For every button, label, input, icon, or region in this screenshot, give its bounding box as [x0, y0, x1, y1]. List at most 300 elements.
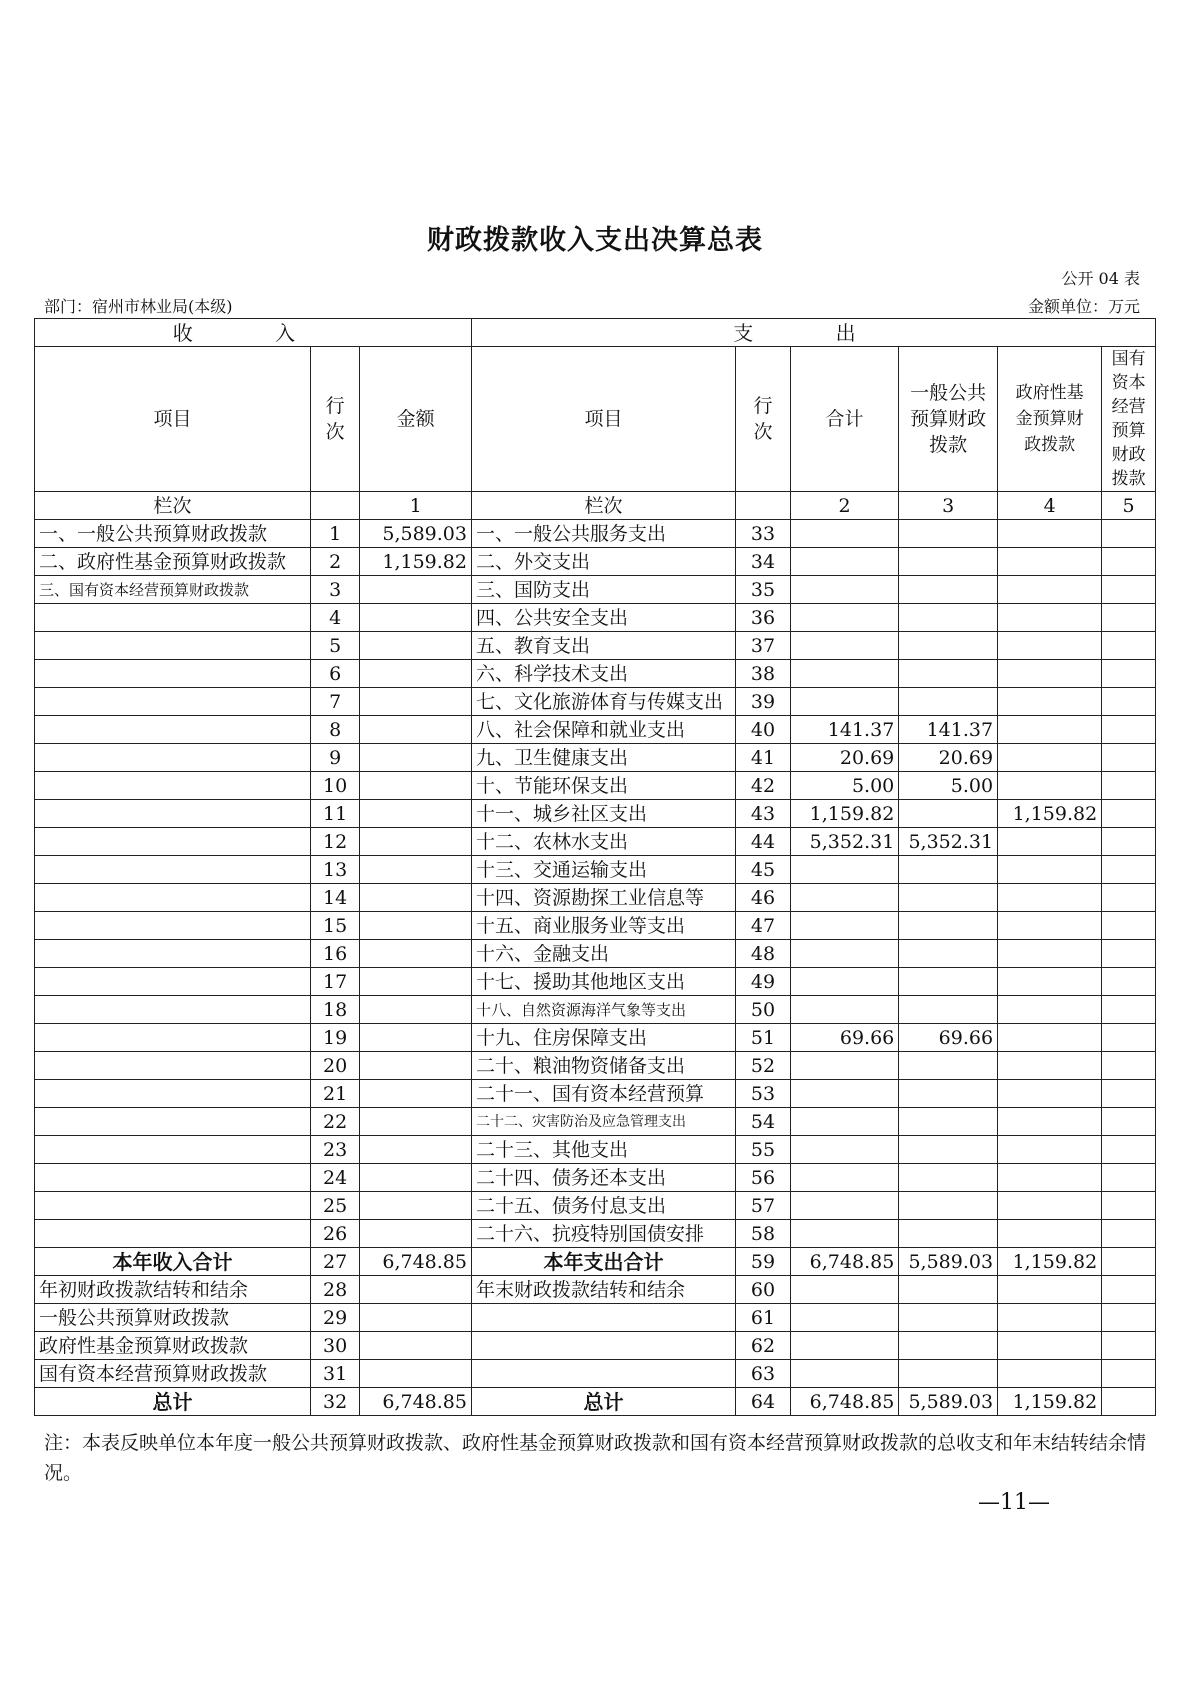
- expense-item-cell: 二十、粮油物资储备支出: [471, 1052, 735, 1080]
- gov-fund-cell: [998, 1024, 1102, 1052]
- empty-cell: [998, 1276, 1102, 1304]
- general-budget-cell: [899, 688, 998, 716]
- income-row-no-cell: 23: [310, 1136, 359, 1164]
- table-row: [35, 1052, 1156, 1080]
- expense-row-no-cell: 61: [736, 1304, 791, 1332]
- state-capital-cell: [1102, 1220, 1156, 1248]
- gov-fund-cell: [998, 912, 1102, 940]
- expense-total-header: 合计: [790, 347, 898, 492]
- empty-cell: [899, 1304, 998, 1332]
- column-number-4: 4: [998, 492, 1102, 520]
- income-amount-cell: [360, 1024, 472, 1052]
- expense-item-cell: 二、外交支出: [471, 548, 735, 576]
- expense-year-total-label: 本年支出合计: [471, 1248, 735, 1276]
- expense-total-cell: [790, 884, 898, 912]
- expense-row-no-cell: 54: [736, 1108, 791, 1136]
- expense-total-cell: [790, 1052, 898, 1080]
- income-amount-cell: [360, 1080, 472, 1108]
- income-row-no-cell: 12: [310, 828, 359, 856]
- income-item-cell: [35, 1052, 311, 1080]
- expense-total-cell: [790, 548, 898, 576]
- income-item-header: 项目: [35, 347, 311, 492]
- table-row: [35, 1220, 1156, 1248]
- general-budget-cell: 5,589.03: [899, 1388, 998, 1416]
- state-capital-cell: [1102, 604, 1156, 632]
- general-budget-cell: [899, 940, 998, 968]
- empty-cell: [998, 1304, 1102, 1332]
- income-item-cell: [35, 1192, 311, 1220]
- income-row-no-cell: 22: [310, 1108, 359, 1136]
- department-label: 部门：宿州市林业局(本级): [44, 297, 233, 316]
- expense-total-cell: 20.69: [790, 744, 898, 772]
- expense-item-cell: 一、一般公共服务支出: [471, 520, 735, 548]
- general-budget-cell: [899, 1136, 998, 1164]
- gov-fund-cell: [998, 1136, 1102, 1164]
- expense-item-cell: 十七、援助其他地区支出: [471, 968, 735, 996]
- state-capital-cell: [1102, 1136, 1156, 1164]
- expense-row-no-cell: 63: [736, 1360, 791, 1388]
- state-capital-cell: [1102, 968, 1156, 996]
- income-row-no-cell: 13: [310, 856, 359, 884]
- state-capital-cell: [1102, 772, 1156, 800]
- general-budget-cell: [899, 548, 998, 576]
- state-capital-cell: [1102, 912, 1156, 940]
- expense-item-cell: 八、社会保障和就业支出: [471, 716, 735, 744]
- gov-fund-cell: [998, 520, 1102, 548]
- income-amount-cell: [360, 884, 472, 912]
- carry-over-row: [35, 1360, 1156, 1388]
- expense-item-cell: 十四、资源勘探工业信息等: [471, 884, 735, 912]
- expense-row-no-cell: 36: [736, 604, 791, 632]
- income-item-cell: [35, 996, 311, 1024]
- expense-total-cell: [790, 520, 898, 548]
- table-row: [35, 856, 1156, 884]
- income-amount-cell: [360, 772, 472, 800]
- income-row-no-cell: 32: [310, 1388, 359, 1416]
- income-item-cell: [35, 884, 311, 912]
- expense-item-cell: 五、教育支出: [471, 632, 735, 660]
- state-capital-cell: [1102, 828, 1156, 856]
- form-number: 公开 04 表: [1061, 269, 1140, 288]
- page-title: 财政拨款收入支出决算总表: [427, 225, 763, 256]
- income-amount-cell: [360, 576, 472, 604]
- state-capital-cell: [1102, 548, 1156, 576]
- income-row-no-cell: 5: [310, 632, 359, 660]
- gov-fund-cell: [998, 548, 1102, 576]
- income-amount-cell: [360, 744, 472, 772]
- income-item-cell: [35, 744, 311, 772]
- state-capital-cell: [1102, 1052, 1156, 1080]
- state-capital-cell: [1102, 884, 1156, 912]
- income-amount-cell: [360, 1052, 472, 1080]
- column-number-3: 3: [899, 492, 998, 520]
- income-amount-cell: [360, 1220, 472, 1248]
- expense-row-no-cell: 39: [736, 688, 791, 716]
- expense-row-no-cell: 33: [736, 520, 791, 548]
- expense-section-header: 支 出: [471, 319, 1155, 347]
- general-budget-cell: 69.66: [899, 1024, 998, 1052]
- state-capital-cell: [1102, 716, 1156, 744]
- income-amount-cell: [360, 1304, 472, 1332]
- general-budget-cell: [899, 1052, 998, 1080]
- income-item-cell: [35, 800, 311, 828]
- expense-total-cell: 141.37: [790, 716, 898, 744]
- gov-fund-cell: [998, 856, 1102, 884]
- table-row: [35, 1080, 1156, 1108]
- expense-item-cell: 年末财政拨款结转和结余: [471, 1276, 735, 1304]
- income-row-no-cell: 15: [310, 912, 359, 940]
- income-amount-cell: [360, 912, 472, 940]
- income-amount-cell: [360, 828, 472, 856]
- income-item-cell: [35, 688, 311, 716]
- income-row-no-cell: 4: [310, 604, 359, 632]
- gov-fund-cell: [998, 1080, 1102, 1108]
- empty-cell: [899, 1276, 998, 1304]
- expense-total-cell: [790, 1108, 898, 1136]
- income-amount-cell: [360, 632, 472, 660]
- income-row-no-cell: 10: [310, 772, 359, 800]
- general-budget-cell: 141.37: [899, 716, 998, 744]
- income-item-cell: [35, 1164, 311, 1192]
- expense-item-cell: 二十二、灾害防治及应急管理支出: [471, 1108, 735, 1136]
- page-number: —11—: [978, 1490, 1050, 1515]
- income-row-no-cell: 6: [310, 660, 359, 688]
- general-budget-cell: 5,589.03: [899, 1248, 998, 1276]
- general-budget-header: 一般公共预算财政拨款: [899, 347, 998, 492]
- income-row-no-cell: 1: [310, 520, 359, 548]
- column-number-1: 1: [360, 492, 472, 520]
- expense-row-no-cell: 59: [736, 1248, 791, 1276]
- expense-total-cell: 5,352.31: [790, 828, 898, 856]
- income-row-no-cell: 27: [310, 1248, 359, 1276]
- expense-row-no-cell: 46: [736, 884, 791, 912]
- general-budget-cell: [899, 660, 998, 688]
- expense-total-cell: 5.00: [790, 772, 898, 800]
- general-budget-cell: [899, 604, 998, 632]
- state-capital-cell: [1102, 1108, 1156, 1136]
- expense-row-no-cell: 53: [736, 1080, 791, 1108]
- income-amount-cell: [360, 940, 472, 968]
- gov-fund-cell: [998, 968, 1102, 996]
- income-amount-cell: [360, 660, 472, 688]
- gov-fund-cell: [998, 940, 1102, 968]
- income-row-no-cell: 28: [310, 1276, 359, 1304]
- expense-row-no-cell: 40: [736, 716, 791, 744]
- income-row-no-header: 行次: [310, 347, 359, 492]
- gov-fund-cell: [998, 604, 1102, 632]
- expense-row-no-header: 行次: [736, 347, 791, 492]
- income-row-no-cell: 3: [310, 576, 359, 604]
- carry-over-row: [35, 1332, 1156, 1360]
- expense-item-cell: 二十三、其他支出: [471, 1136, 735, 1164]
- expense-total-cell: [790, 604, 898, 632]
- general-budget-cell: [899, 800, 998, 828]
- expense-item-cell: 十九、住房保障支出: [471, 1024, 735, 1052]
- income-item-cell: [35, 772, 311, 800]
- expense-total-cell: [790, 1220, 898, 1248]
- gov-fund-cell: [998, 996, 1102, 1024]
- income-row-no-cell: 2: [310, 548, 359, 576]
- table-row: [35, 1136, 1156, 1164]
- table-row: [35, 828, 1156, 856]
- general-budget-cell: [899, 968, 998, 996]
- column-number-2: 2: [790, 492, 898, 520]
- state-capital-cell: [1102, 940, 1156, 968]
- expense-total-cell: [790, 1164, 898, 1192]
- gov-fund-cell: [998, 1108, 1102, 1136]
- income-amount-cell: [360, 716, 472, 744]
- expense-row-no-cell: 35: [736, 576, 791, 604]
- income-item-cell: [35, 1220, 311, 1248]
- year-total-row: [35, 1248, 1156, 1276]
- state-capital-cell: [1102, 688, 1156, 716]
- empty-cell: [998, 1332, 1102, 1360]
- income-amount-cell: [360, 968, 472, 996]
- expense-item-header: 项目: [471, 347, 735, 492]
- empty-cell: [998, 1360, 1102, 1388]
- income-row-no-cell: 19: [310, 1024, 359, 1052]
- income-row-no-cell: 9: [310, 744, 359, 772]
- gov-fund-cell: [998, 1164, 1102, 1192]
- expense-total-cell: [790, 856, 898, 884]
- expense-row-no-cell: 37: [736, 632, 791, 660]
- table-row: [35, 716, 1156, 744]
- expense-row-no-cell: 42: [736, 772, 791, 800]
- income-item-cell: 一、一般公共预算财政拨款: [35, 520, 311, 548]
- income-amount-cell: [360, 800, 472, 828]
- general-budget-cell: [899, 1108, 998, 1136]
- general-budget-cell: [899, 856, 998, 884]
- income-row-no-cell: 14: [310, 884, 359, 912]
- income-item-cell: [35, 604, 311, 632]
- expense-row-no-cell: 62: [736, 1332, 791, 1360]
- table-row: [35, 772, 1156, 800]
- empty-cell: [899, 1332, 998, 1360]
- expense-item-cell: 十二、农林水支出: [471, 828, 735, 856]
- expense-total-cell: [790, 1136, 898, 1164]
- expense-item-cell: 十八、自然资源海洋气象等支出: [471, 996, 735, 1024]
- general-budget-cell: [899, 884, 998, 912]
- income-item-cell: [35, 1024, 311, 1052]
- carry-over-row: [35, 1304, 1156, 1332]
- expense-row-no-cell: 52: [736, 1052, 791, 1080]
- income-amount-header: 金额: [360, 347, 472, 492]
- state-capital-cell: [1102, 1248, 1156, 1276]
- table-row: [35, 660, 1156, 688]
- expense-item-cell: 二十四、债务还本支出: [471, 1164, 735, 1192]
- income-item-cell: [35, 1136, 311, 1164]
- state-capital-cell: [1102, 856, 1156, 884]
- income-row-no-cell: 30: [310, 1332, 359, 1360]
- income-row-no-cell: 26: [310, 1220, 359, 1248]
- income-row-no-cell: 25: [310, 1192, 359, 1220]
- table-row: [35, 996, 1156, 1024]
- expense-row-no-cell: 51: [736, 1024, 791, 1052]
- column-number-5: 5: [1102, 492, 1156, 520]
- gov-fund-cell: [998, 716, 1102, 744]
- gov-fund-cell: [998, 772, 1102, 800]
- gov-fund-cell: [998, 1220, 1102, 1248]
- expense-row-no-cell: 60: [736, 1276, 791, 1304]
- income-item-cell: [35, 968, 311, 996]
- income-amount-cell: [360, 1360, 472, 1388]
- table-row: [35, 744, 1156, 772]
- income-item-cell: [35, 1080, 311, 1108]
- empty-cell: [790, 1332, 898, 1360]
- expense-item-cell: 二十五、债务付息支出: [471, 1192, 735, 1220]
- income-year-total-amount: 6,748.85: [360, 1248, 472, 1276]
- income-item-cell: 政府性基金预算财政拨款: [35, 1332, 311, 1360]
- income-row-no-cell: 18: [310, 996, 359, 1024]
- expense-total-cell: [790, 940, 898, 968]
- gov-fund-cell: [998, 1192, 1102, 1220]
- general-budget-cell: 5.00: [899, 772, 998, 800]
- general-budget-cell: [899, 576, 998, 604]
- income-item-cell: [35, 632, 311, 660]
- income-item-cell: [35, 912, 311, 940]
- expense-row-no-cell: 48: [736, 940, 791, 968]
- income-row-no-cell: 11: [310, 800, 359, 828]
- expense-item-cell: 十六、金融支出: [471, 940, 735, 968]
- state-capital-cell: [1102, 1164, 1156, 1192]
- carry-over-row: [35, 1276, 1156, 1304]
- gov-fund-cell: [998, 828, 1102, 856]
- general-budget-cell: [899, 996, 998, 1024]
- table-row: [35, 604, 1156, 632]
- general-budget-cell: 5,352.31: [899, 828, 998, 856]
- grand-total-row: [35, 1388, 1156, 1416]
- expense-row-no-cell: 45: [736, 856, 791, 884]
- appropriation-summary-table: [34, 318, 1156, 1416]
- state-capital-cell: [1102, 1024, 1156, 1052]
- income-item-cell: 一般公共预算财政拨款: [35, 1304, 311, 1332]
- empty-cell: [1102, 1332, 1156, 1360]
- expense-total-cell: [790, 996, 898, 1024]
- state-capital-cell: [1102, 1080, 1156, 1108]
- income-item-cell: 年初财政拨款结转和结余: [35, 1276, 311, 1304]
- expense-item-cell: [471, 1332, 735, 1360]
- expense-item-cell: 二十一、国有资本经营预算: [471, 1080, 735, 1108]
- general-budget-cell: [899, 1080, 998, 1108]
- table-row: [35, 800, 1156, 828]
- state-capital-cell: [1102, 632, 1156, 660]
- income-amount-cell: 5,589.03: [360, 520, 472, 548]
- general-budget-cell: 20.69: [899, 744, 998, 772]
- expense-row-no-cell: 64: [736, 1388, 791, 1416]
- income-amount-cell: [360, 996, 472, 1024]
- column-label-right: 栏次: [471, 492, 735, 520]
- expense-item-cell: 七、文化旅游体育与传媒支出: [471, 688, 735, 716]
- expense-total-cell: 1,159.82: [790, 800, 898, 828]
- expense-item-cell: 六、科学技术支出: [471, 660, 735, 688]
- income-section-header: 收 入: [35, 319, 472, 347]
- column-number-row: [35, 492, 1156, 520]
- table-row: [35, 576, 1156, 604]
- income-item-cell: [35, 1108, 311, 1136]
- empty-cell: [1102, 1360, 1156, 1388]
- income-item-cell: [35, 716, 311, 744]
- empty-cell: [899, 1360, 998, 1388]
- expense-item-cell: 二十六、抗疫特别国债安排: [471, 1220, 735, 1248]
- income-amount-cell: [360, 688, 472, 716]
- expense-total-cell: [790, 688, 898, 716]
- footnote: 注：本表反映单位本年度一般公共预算财政拨款、政府性基金预算财政拨款和国有资本经营预算财政拨款的总收支和年末结转结余情况。: [44, 1432, 1147, 1484]
- state-capital-header: 国有资本经营预算财政拨款: [1102, 347, 1156, 492]
- expense-total-cell: [790, 1192, 898, 1220]
- income-amount-cell: [360, 856, 472, 884]
- income-item-cell: [35, 940, 311, 968]
- expense-total-cell: [790, 576, 898, 604]
- income-row-no-cell: 7: [310, 688, 359, 716]
- general-budget-cell: [899, 1192, 998, 1220]
- state-capital-cell: [1102, 660, 1156, 688]
- table-row: [35, 632, 1156, 660]
- expense-total-cell: 69.66: [790, 1024, 898, 1052]
- income-item-cell: [35, 660, 311, 688]
- expense-row-no-cell: 38: [736, 660, 791, 688]
- expense-row-no-cell: 41: [736, 744, 791, 772]
- income-year-total-label: 本年收入合计: [35, 1248, 311, 1276]
- income-amount-cell: [360, 1276, 472, 1304]
- income-amount-cell: [360, 1192, 472, 1220]
- expense-row-no-cell: 34: [736, 548, 791, 576]
- expense-total-cell: 6,748.85: [790, 1388, 898, 1416]
- income-row-no-cell: 17: [310, 968, 359, 996]
- income-row-no-cell: 31: [310, 1360, 359, 1388]
- expense-row-no-cell: 50: [736, 996, 791, 1024]
- table-row: [35, 1192, 1156, 1220]
- table-row: [35, 940, 1156, 968]
- gov-fund-cell: 1,159.82: [998, 1388, 1102, 1416]
- general-budget-cell: [899, 912, 998, 940]
- expense-item-cell: 三、国防支出: [471, 576, 735, 604]
- gov-fund-cell: [998, 688, 1102, 716]
- gov-fund-cell: 1,159.82: [998, 1248, 1102, 1276]
- empty-cell: [1102, 1304, 1156, 1332]
- general-budget-cell: [899, 1220, 998, 1248]
- expense-item-cell: [471, 1304, 735, 1332]
- general-budget-cell: [899, 1164, 998, 1192]
- expense-item-cell: 十、节能环保支出: [471, 772, 735, 800]
- income-amount-cell: 1,159.82: [360, 548, 472, 576]
- amount-unit-label: 金额单位：万元: [1027, 297, 1140, 316]
- state-capital-cell: [1102, 1192, 1156, 1220]
- gov-fund-cell: [998, 1052, 1102, 1080]
- income-row-no-cell: 21: [310, 1080, 359, 1108]
- expense-total-cell: [790, 660, 898, 688]
- table-row: [35, 520, 1156, 548]
- expense-item-cell: 四、公共安全支出: [471, 604, 735, 632]
- expense-row-no-cell: 47: [736, 912, 791, 940]
- income-row-no-cell: 29: [310, 1304, 359, 1332]
- expense-item-cell: 十三、交通运输支出: [471, 856, 735, 884]
- income-amount-cell: [360, 1136, 472, 1164]
- expense-row-no-cell: 43: [736, 800, 791, 828]
- expense-row-no-cell: 58: [736, 1220, 791, 1248]
- gov-fund-cell: 1,159.82: [998, 800, 1102, 828]
- gov-fund-cell: [998, 660, 1102, 688]
- expense-total-cell: 6,748.85: [790, 1248, 898, 1276]
- expense-total-cell: [790, 968, 898, 996]
- income-amount-cell: [360, 1108, 472, 1136]
- income-row-no-cell: 24: [310, 1164, 359, 1192]
- table-row: [35, 884, 1156, 912]
- expense-item-cell: [471, 1360, 735, 1388]
- general-budget-cell: [899, 520, 998, 548]
- table-row: [35, 912, 1156, 940]
- expense-row-no-cell: 44: [736, 828, 791, 856]
- income-amount-cell: [360, 1164, 472, 1192]
